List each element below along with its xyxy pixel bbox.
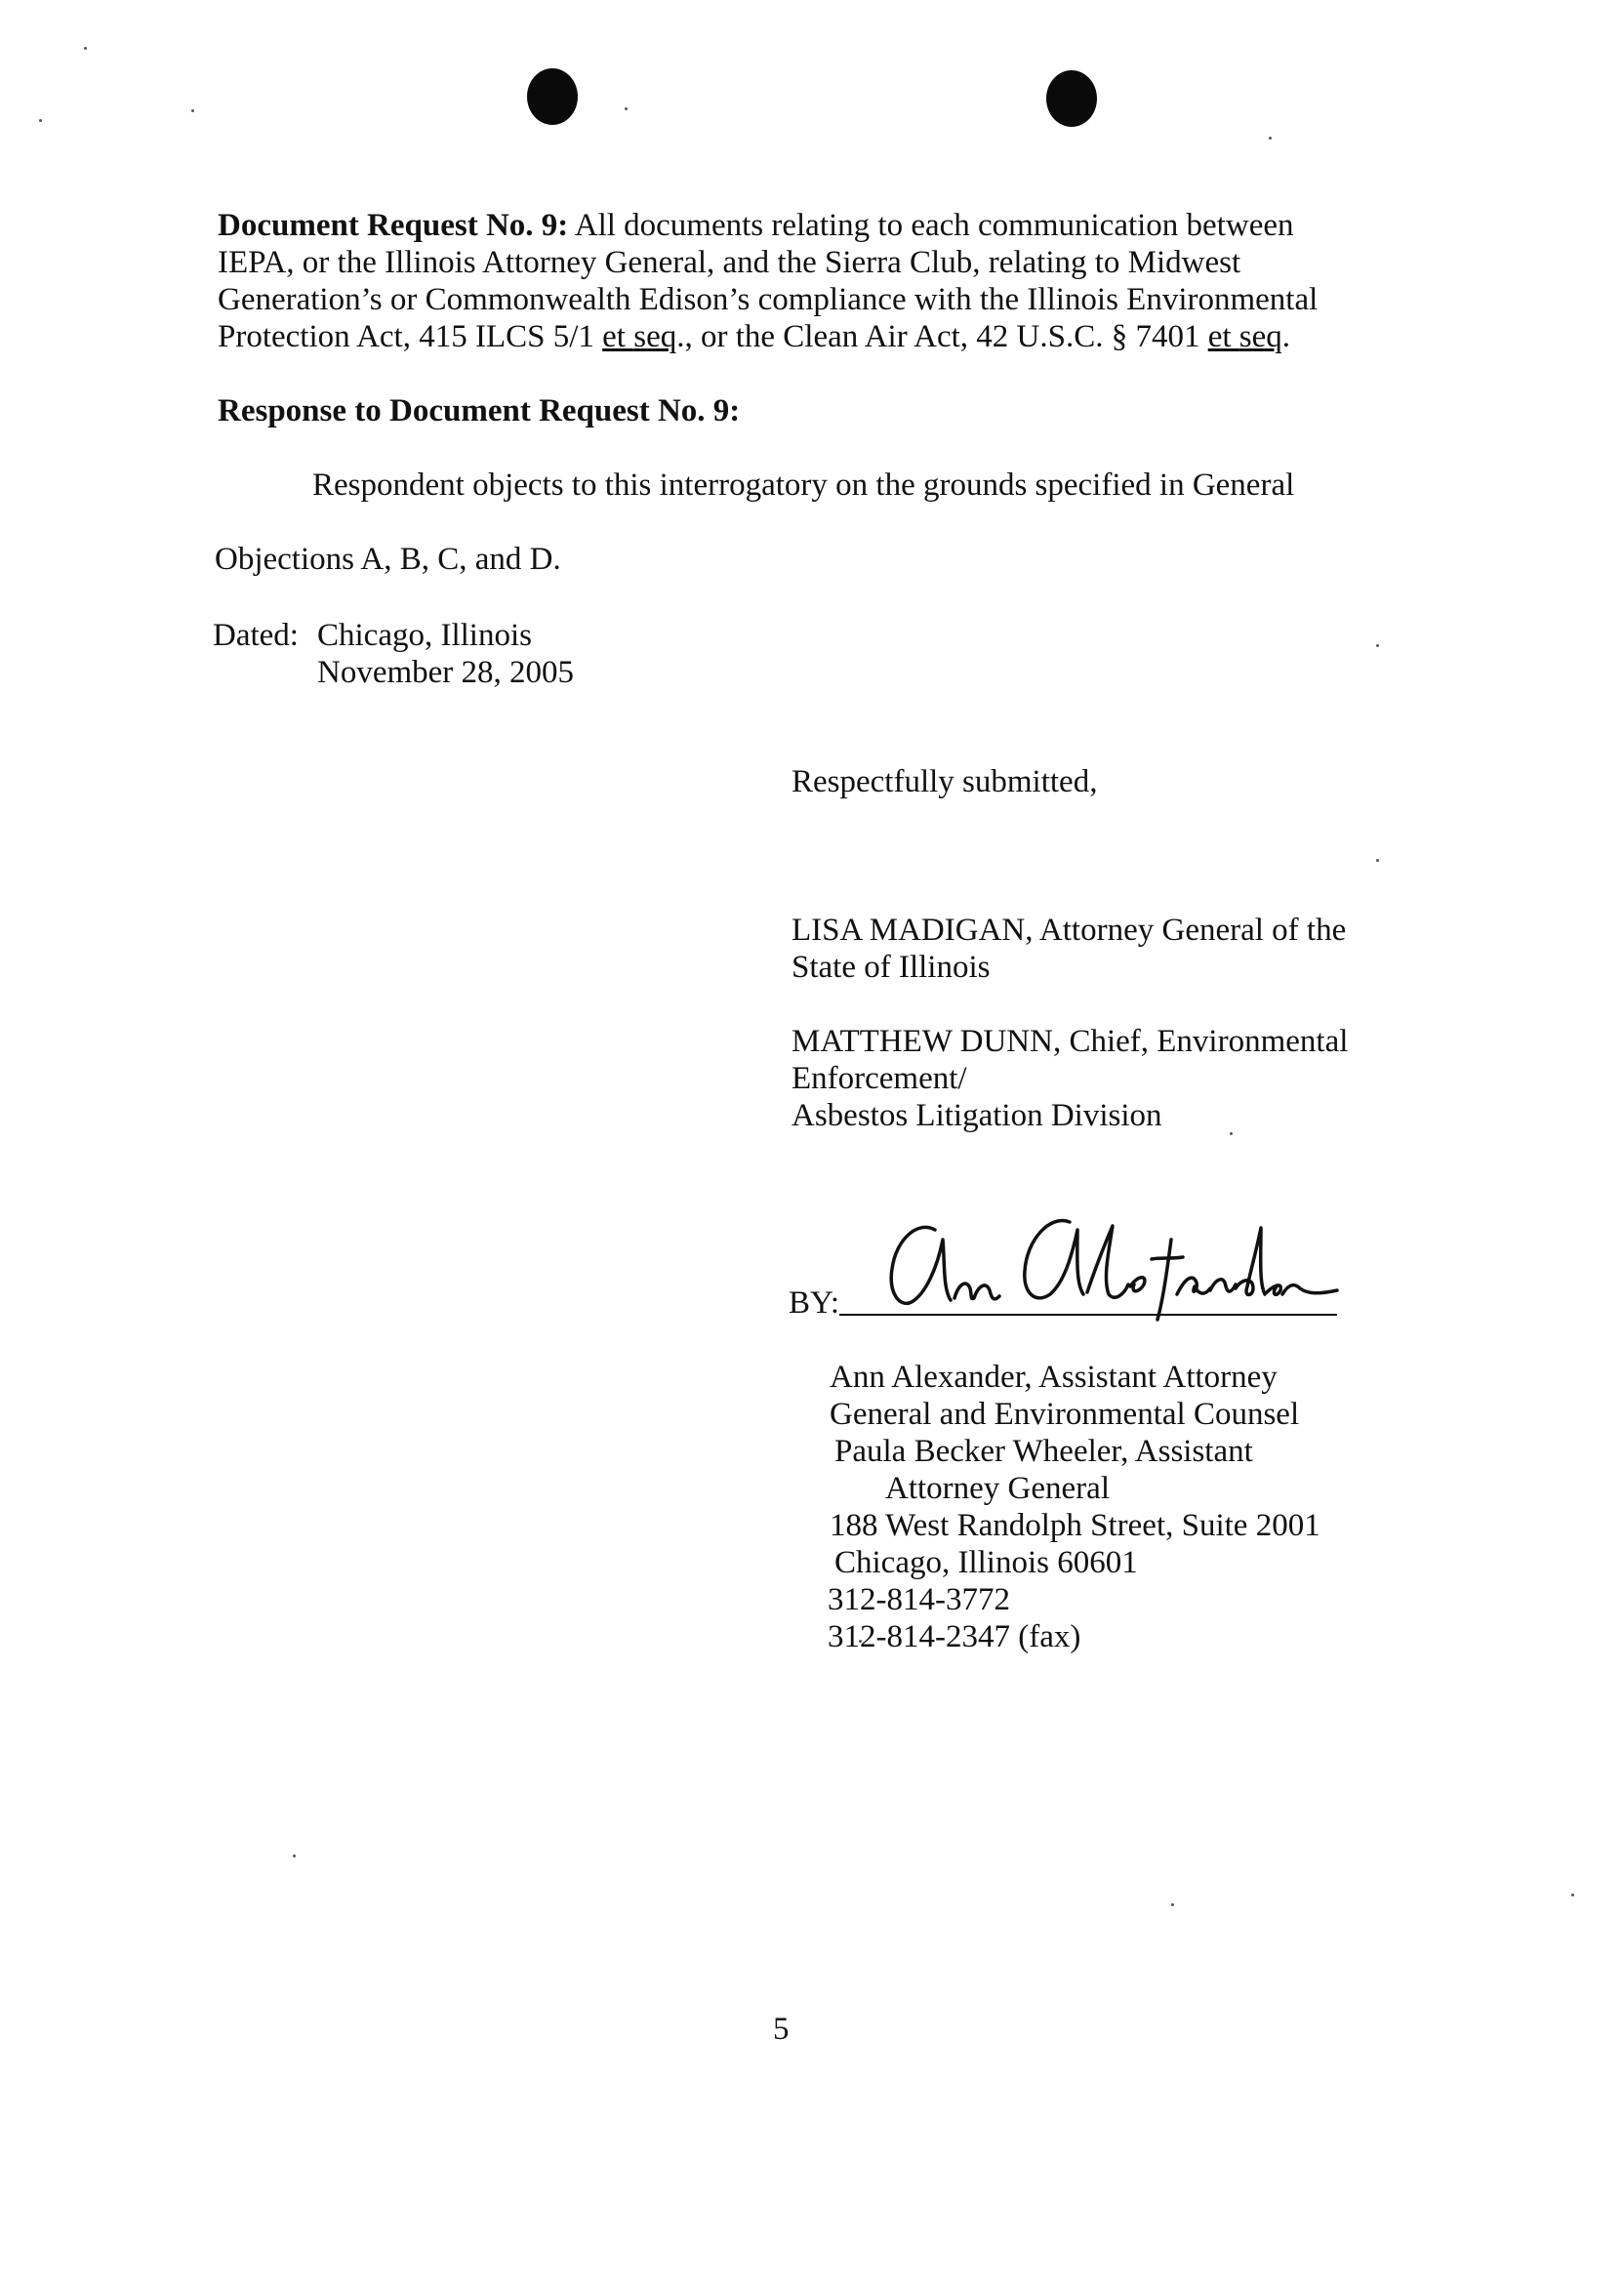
request-line-2: IEPA, or the Illinois Attorney General, and the Sierra Club, relating to Midwest [218,245,1241,280]
chief-line-3: Asbestos Litigation Division [792,1098,1162,1133]
handwritten-signature [878,1201,1347,1327]
contact-fax: 312-814-2347 (fax) [828,1619,1081,1654]
et-seq-citation-2: et seq [1207,319,1282,354]
chief-line-1: MATTHEW DUNN, Chief, Environmental [792,1024,1349,1059]
request-line-4: Protection Act, 415 ILCS 5/1 et seq., or the Clean Air Act, 42 U.S.C. § 7401 et seq. [218,319,1291,354]
response-line-2: Objections A, B, C, and D. [215,542,561,577]
contact-address-line-2: Chicago, Illinois 60601 [834,1545,1138,1580]
request-label: Document Request No. 9: [218,208,569,243]
response-line-1: Respondent objects to this interrogatory on the grounds specified in General [312,468,1295,503]
chief-line-2: Enforcement/ [792,1061,967,1096]
dated-date: November 28, 2005 [317,655,575,690]
attorney-general-line-1: LISA MADIGAN, Attorney General of the [792,913,1347,948]
contact-name-line-3: Paula Becker Wheeler, Assistant [834,1434,1253,1469]
request-line-3: Generation’s or Commonwealth Edison’s compliance with the Illinois Environmental [218,282,1319,317]
contact-phone: 312-814-3772 [828,1582,1010,1617]
dated-place: Chicago, Illinois [317,618,532,653]
contact-name-line-1: Ann Alexander, Assistant Attorney [830,1360,1278,1395]
attorney-general-line-2: State of Illinois [792,950,991,985]
by-label: BY: [789,1285,839,1321]
dated-label: Dated: [213,618,299,653]
page-number: 5 [773,2012,790,2047]
closing-text: Respectfully submitted, [792,764,1098,799]
request-line-1: All documents relating to each communication between [574,208,1294,243]
punch-hole-right [1046,70,1097,127]
contact-address-line-1: 188 West Randolph Street, Suite 2001 [830,1508,1320,1543]
et-seq-citation-1: et seq [602,319,677,354]
punch-hole-left [527,68,578,125]
contact-name-line-4: Attorney General [885,1471,1110,1506]
contact-name-line-2: General and Environmental Counsel [830,1397,1300,1432]
response-heading: Response to Document Request No. 9: [218,393,741,428]
